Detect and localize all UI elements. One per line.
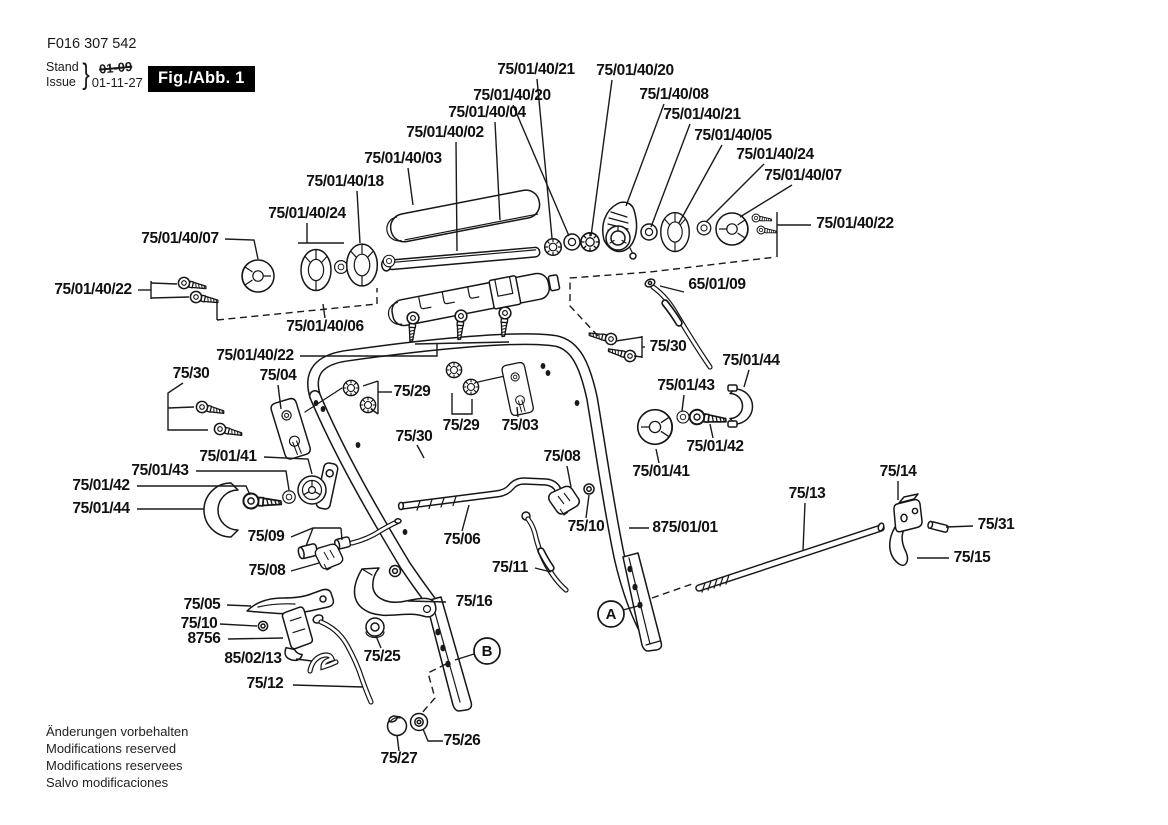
- part-label: 75/01/40/03: [364, 150, 442, 167]
- leader-line: [651, 124, 690, 227]
- leader-line: [196, 471, 289, 490]
- leader-line: [227, 605, 251, 606]
- part-label: 75/01/41: [632, 463, 690, 480]
- part-label: 75/12: [246, 675, 284, 692]
- legal-line-de: Änderungen vorbehalten: [46, 724, 189, 739]
- leader-line: [567, 466, 571, 487]
- roller-part: [661, 213, 690, 252]
- part-label: 75/08: [248, 562, 286, 579]
- washer-75-10-right: [584, 484, 594, 494]
- screw-icon: [189, 290, 219, 307]
- leader-line: [626, 104, 664, 206]
- cup-part: [716, 213, 748, 245]
- leader-line: [679, 145, 722, 223]
- leader-line: [656, 449, 659, 463]
- leader-line: [228, 638, 283, 639]
- washer-part: [697, 221, 711, 235]
- leader-line: [423, 729, 443, 741]
- stand-label: Stand: [46, 60, 79, 74]
- leader-line: [323, 304, 325, 318]
- capnut-75-27: [388, 715, 407, 736]
- legal-line-en: Modifications reserved: [46, 741, 177, 756]
- grip-bar: [381, 246, 540, 272]
- screw-icon: [752, 214, 773, 225]
- part-label: 75/01/40/24: [736, 146, 814, 163]
- part-label: 75/01/40/22: [816, 215, 894, 232]
- rod-75-06: [399, 481, 560, 510]
- leader-line: [225, 239, 258, 259]
- figure-badge: Fig./Abb. 1: [148, 66, 255, 92]
- part-label: 75/29: [393, 383, 431, 400]
- part-label: 75/10: [180, 615, 218, 632]
- left-roller-group: [177, 244, 394, 307]
- leader-line: [946, 526, 973, 527]
- dashed-leader-line: [652, 584, 692, 598]
- legal-note: [46, 723, 188, 791]
- pin-75-31: [927, 521, 948, 533]
- part-label: 8756: [187, 630, 221, 647]
- part-label: 75/01/40/02: [406, 124, 484, 141]
- washer-75-26: [411, 714, 428, 731]
- part-label: 75/27: [380, 750, 418, 767]
- dashed-leader-line: [570, 257, 776, 336]
- washer-part: [641, 224, 657, 240]
- part-label: 75/05: [183, 596, 221, 613]
- part-label: 75/16: [455, 593, 493, 610]
- leader-line: [293, 685, 363, 687]
- part-label: 75/01/40/05: [694, 127, 772, 144]
- leader-line: [363, 381, 378, 386]
- washer-part: [564, 234, 580, 250]
- cup-part: [242, 260, 274, 292]
- part-label: 75/01/43: [131, 462, 189, 479]
- part-label: 75/01/40/21: [663, 106, 741, 123]
- part-label: 75/25: [363, 648, 401, 665]
- leg-nut: [390, 566, 401, 577]
- part-label: 75/01/40/18: [306, 173, 384, 190]
- part-label: 75/13: [788, 485, 826, 502]
- upper-grip-shell: [384, 188, 541, 245]
- leader-line: [220, 624, 257, 626]
- leader-line: [417, 445, 424, 458]
- revision-block: [46, 60, 143, 90]
- callout-letter: B: [481, 643, 493, 661]
- part-label: 75/30: [172, 365, 210, 382]
- part-label: 75/1/40/08: [639, 86, 709, 103]
- ring-75-10-left: [258, 621, 267, 630]
- part-label: 75/01/40/22: [216, 347, 294, 364]
- leader-line: [740, 185, 792, 217]
- part-label: 75/01/40/22: [54, 281, 132, 298]
- leader-line: [291, 563, 319, 571]
- issue-date: 01-11-27: [91, 75, 143, 90]
- lever-part: [603, 202, 637, 259]
- leader-line: [660, 286, 684, 292]
- part-label: 75/01/42: [686, 438, 744, 455]
- part-label: 75/01/41: [199, 448, 257, 465]
- leader-line: [452, 393, 472, 414]
- leader-line: [634, 356, 642, 357]
- part-8756: [279, 606, 315, 662]
- leader-line: [616, 337, 642, 341]
- part-label: 75/01/40/21: [497, 61, 575, 78]
- part-label: 75/31: [977, 516, 1015, 533]
- leader-line: [462, 505, 469, 531]
- part-label: 75/01/43: [657, 377, 715, 394]
- leader-line: [151, 297, 189, 298]
- part-label: 75/01/40/07: [141, 230, 219, 247]
- part-label: 75/26: [443, 732, 481, 749]
- screw-icon: [177, 276, 207, 293]
- part-label: 875/01/01: [652, 519, 718, 536]
- part-label: 75/01/40/06: [286, 318, 364, 335]
- clamp-75-08: [549, 486, 580, 515]
- part-label: 75/30: [395, 428, 433, 445]
- dashed-leader-line: [421, 664, 446, 714]
- left-clamp-group: [204, 462, 339, 537]
- leader-line: [376, 636, 381, 648]
- cup-part: [638, 410, 673, 445]
- leader-line: [744, 370, 749, 387]
- part-label: 85/02/13: [224, 650, 282, 667]
- leader-line: [168, 407, 194, 408]
- leader-line: [408, 168, 413, 205]
- trigger-75-14-15: [890, 494, 922, 565]
- leader-line: [357, 191, 360, 243]
- leader-line: [397, 735, 399, 751]
- legal-line-fr: Modifications reservees: [46, 758, 183, 773]
- leader-line: [682, 395, 684, 411]
- roller-part: [347, 244, 378, 286]
- part-label: 75/01/44: [72, 500, 130, 517]
- part-label: 75/06: [443, 531, 481, 548]
- part-label: 75/11: [492, 559, 528, 576]
- pulley-part: [298, 476, 326, 504]
- part-label: 75/01/40/24: [268, 205, 346, 222]
- legal-line-es: Salvo modificaciones: [46, 775, 169, 790]
- cable-75-11: [522, 512, 566, 590]
- leader-line: [517, 407, 518, 417]
- part-label: 75/01/40/20: [596, 62, 674, 79]
- clamp-bracket-75-04: [270, 397, 312, 460]
- part-label: 75/09: [247, 528, 285, 545]
- center-parts-row: [545, 202, 778, 259]
- doc-number: F016 307 542: [47, 36, 137, 52]
- washer-part: [383, 255, 395, 267]
- part-label: 75/14: [879, 463, 917, 480]
- washer-part: [335, 261, 348, 274]
- part-label: 75/01/44: [722, 352, 780, 369]
- leader-line: [456, 142, 457, 251]
- nut-75-25: [366, 618, 384, 638]
- part-label: 75/01/40/04: [448, 104, 526, 121]
- part-label: 65/01/09: [688, 276, 746, 293]
- part-label: 75/01/40/20: [473, 87, 551, 104]
- issue-label: Issue: [46, 75, 76, 89]
- leader-line: [710, 424, 713, 438]
- superseded-date: 01-09: [98, 58, 133, 77]
- screw-icon: [757, 226, 778, 237]
- part-label: 75/15: [953, 549, 991, 566]
- leader-line: [151, 283, 177, 284]
- leader-line: [586, 495, 589, 518]
- part-label: 75/30: [649, 338, 687, 355]
- leader-line: [408, 601, 446, 602]
- brace-glyph: }: [81, 58, 90, 91]
- leader-line: [341, 528, 342, 540]
- leader-line: [291, 528, 341, 537]
- leader-line: [803, 503, 805, 551]
- clip-85-02-13: [310, 655, 336, 671]
- part-label: 75/03: [501, 417, 539, 434]
- rod-75-13: [699, 522, 885, 592]
- part-label: 75/29: [442, 417, 480, 434]
- part-label: 75/08: [543, 448, 581, 465]
- locknut-part: [545, 239, 562, 256]
- leader-line: [296, 659, 312, 661]
- part-label: 75/04: [259, 367, 297, 384]
- part-label: 75/01/40/07: [764, 167, 842, 184]
- part-label: 75/10: [567, 518, 605, 535]
- roller-part: [301, 250, 331, 291]
- locknut-part: [581, 233, 599, 251]
- part-label: 75/01/42: [72, 477, 130, 494]
- callout-letter: A: [605, 606, 617, 624]
